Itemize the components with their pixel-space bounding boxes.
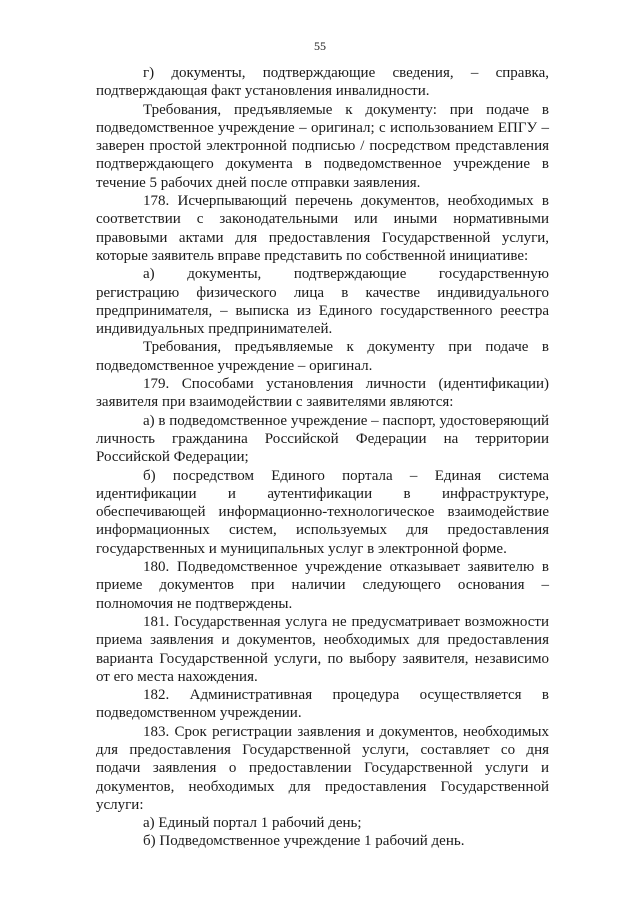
paragraph-180-refusal: 180. Подведомственное учреждение отказывает заявителю в приеме документов при наличии следующего основания – полномочия не подтверждены. xyxy=(96,559,549,612)
paragraph-b-esia: б) посредством Единого портала – Единая система идентификации и аутентификации в инфраструктуре, обеспечивающей информационно-технологическое взаимодействие информационных систем, используемых для предоставления государственных и муниципальных услуг в электронной форме. xyxy=(96,467,549,557)
paragraph-original-requirement: Требования, предъявляемые к документу при подаче в подведомственное учреждение – оригинал. xyxy=(96,339,549,374)
paragraph-a-entrepreneur-registration: а) документы, подтверждающие государственную регистрацию физического лица в качестве индивидуального предпринимателя, – выписка из Единого государственного реестра индивидуальных предпринимателей. xyxy=(96,266,549,338)
paragraph-a-single-portal-term: а) Единый портал 1 рабочий день; xyxy=(143,815,362,832)
paragraph-g-disability-documents: г) документы, подтверждающие сведения, – справка, подтверждающая факт установления инвалидности. xyxy=(96,65,549,100)
paragraph-183-registration-term: 183. Срок регистрации заявления и документов, необходимых для предоставления Государственной услуги, составляет со дня подачи заявления о предоставлении Государственной услуги и документов, необходимых для предоставления Государственной услуги: xyxy=(96,723,549,813)
paragraph-document-requirements: Требования, предъявляемые к документу: при подаче в подведомственное учреждение – оригинал; с использованием ЕПГУ – заверен простой электронной подписью / посредством представления подтверждающего документа в подведомственное учреждение в течение 5 рабочих дней после отправки заявления. xyxy=(96,101,549,191)
paragraph-181-extraterritorial: 181. Государственная услуга не предусматривает возможности приема заявления и документов, необходимых для предоставления варианта Государственной услуги, по выбору заявителя, независимо от его места нахождения. xyxy=(96,613,549,685)
paragraph-179-identification-methods: 179. Способами установления личности (идентификации) заявителя при взаимодействии с заявителями являются: xyxy=(96,376,549,411)
paragraph-a-passport: а) в подведомственное учреждение – паспорт, удостоверяющий личность гражданина Российской Федерации на территории Российской Федерации; xyxy=(96,412,549,466)
paragraph-178-optional-documents: 178. Исчерпывающий перечень документов, необходимых в соответствии с законодательными или иными нормативными правовыми актами для предоставления Государственной услуги, которые заявитель вправе представить по собственной инициативе: xyxy=(96,193,549,264)
page-number: 55 xyxy=(314,39,326,53)
paragraph-182-procedure: 182. Административная процедура осуществляется в подведомственном учреждении. xyxy=(96,687,549,722)
paragraph-b-institution-term: б) Подведомственное учреждение 1 рабочий день. xyxy=(143,833,465,850)
document-body xyxy=(96,64,549,851)
